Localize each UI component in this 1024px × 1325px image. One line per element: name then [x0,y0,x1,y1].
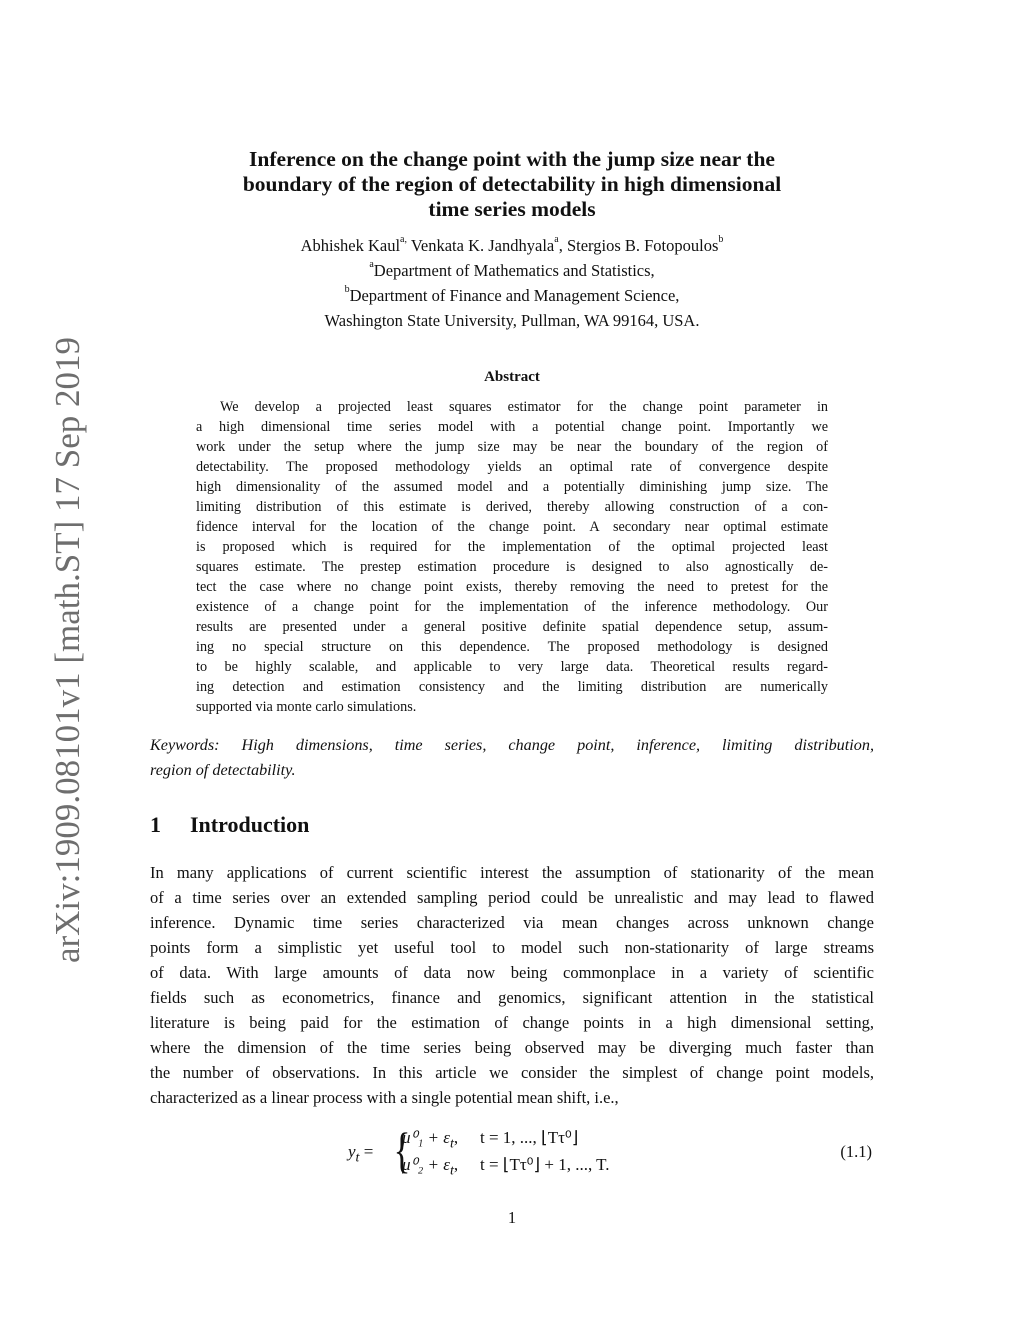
affil-text: Department of Mathematics and Statistics, [373,261,655,280]
author-separator: , [558,236,567,255]
body-line: inference. Dynamic time series characterized via mean changes across unknown change [150,913,874,932]
abstract-line: We develop a projected least squares estimator for the change point parameter in [220,399,828,415]
equation-lhs-var: y [348,1142,356,1161]
abstract-line: is proposed which is required for the implementation of the optimal projected least [196,539,828,555]
equation-lhs [348,1142,373,1166]
keywords-line: Keywords: High dimensions, time series, change point, inference, limiting distribution, [150,736,874,754]
abstract-line: fidence interval for the location of the change point. A secondary near optimal estimate [196,519,828,535]
abstract-line: results are presented under a general positive definite spatial dependence setup, assum- [196,619,828,635]
author-name: Stergios B. Fotopoulos [566,236,719,255]
body-line: points form a simplistic yet useful tool to model such non-stationarity of large streams [150,938,874,957]
intro-paragraph [150,860,874,1110]
abstract-line: tect the case where no change point exists, thereby removing the need to pretest for the [196,579,828,595]
affil-text: Department of Finance and Management Science, [349,286,680,305]
abstract-line: to be highly scalable, and applicable to very large data. Theoretical results regard- [196,659,828,675]
affiliation-b [150,286,874,306]
case-expr: μ⁰₁ + ε [402,1128,450,1147]
case-expr: μ⁰₂ + ε [402,1155,450,1174]
body-line: the number of observations. In this article we consider the simplest of change point models, [150,1063,874,1082]
equation-condition-2: t = ⌊Tτ⁰⌋ + 1, ..., T. [480,1155,610,1174]
keywords [150,733,874,783]
author-affil-mark: a [554,234,559,245]
body-line: characterized as a linear process with a single potential mean shift, i.e., [150,1088,619,1107]
body-line: fields such as econometrics, finance and genomics, significant attention in the statistical [150,988,874,1007]
author-name: Venkata K. Jandhyala [410,236,555,255]
affil-mark: b [344,284,350,295]
abstract-line: existence of a change point for the implementation of the inference methodology. Our [196,599,828,615]
body-line: of a time series over an extended sampling period could be unrealistic and may lead to flawed [150,888,874,907]
abstract-line: limiting distribution of this estimate is derived, thereby allowing construction of a con- [196,499,828,515]
abstract-heading: Abstract [484,369,540,385]
abstract-line: detectability. The proposed methodology yields an optimal rate of convergence despite [196,459,828,475]
paper-title [150,147,874,222]
body-line: In many applications of current scientific interest the assumption of stationarity of the mean [150,863,874,882]
abstract-line: work under the setup where the jump size may be near the boundary of the region of [196,439,828,455]
case-sub: t [449,1135,454,1152]
section-heading [150,812,309,838]
section-title: Introduction [190,812,310,837]
equation-equals: = [359,1142,374,1161]
section-number: 1 [150,812,161,837]
abstract-line: squares estimate. The prestep estimation procedure is designed to also agnostically de- [196,559,828,575]
abstract-line: ing detection and estimation consistency and the limiting distribution are numerically [196,679,828,695]
affiliation-a [150,261,874,281]
equation-case-1 [402,1128,458,1152]
equation-case-2 [402,1155,458,1179]
author-name: Abhishek Kaul [300,236,401,255]
title-line: time series models [428,197,596,221]
affiliation-address: Washington State University, Pullman, WA 99164, USA. [324,311,700,330]
arxiv-stamp: arXiv:1909.08101v1 [math.ST] 17 Sep 2019 [48,336,87,964]
equation-1-1 [340,1122,880,1184]
author-affil-mark: b [718,234,724,245]
body-line: literature is being paid for the estimation of change points in a high dimensional setting, [150,1013,874,1032]
equation-lhs-sub: t [355,1149,360,1166]
case-comma: , [453,1128,459,1147]
abstract-line: a high dimensional time series model with a potential change point. Importantly we [196,419,828,435]
abstract-body [196,397,828,717]
affil-mark: a [369,259,374,270]
page-number: 1 [507,1208,517,1227]
body-line: where the dimension of the time series being observed may be diverging much faster than [150,1038,874,1057]
title-line: boundary of the region of detectability in high dimensional [242,172,782,196]
equation-brace: { [393,1122,411,1178]
equation-condition-1: t = 1, ..., ⌊Tτ⁰⌋ [480,1128,579,1147]
case-comma: , [453,1155,459,1174]
equation-number: (1.1) [840,1142,872,1161]
title-line: Inference on the change point with the jump size near the [249,147,775,171]
abstract-line: supported via monte carlo simulations. [196,699,417,715]
case-sub: t [449,1162,454,1179]
body-line: of data. With large amounts of data now being commonplace in a variety of scientific [150,963,874,982]
abstract-line: high dimensionality of the assumed model and a potentially diminishing jump size. The [196,479,828,495]
keywords-line: region of detectability. [150,761,296,779]
abstract-line: ing no special structure on this dependence. The proposed methodology is designed [196,639,828,655]
author-list [150,236,874,256]
author-affil-mark: a, [400,234,407,245]
